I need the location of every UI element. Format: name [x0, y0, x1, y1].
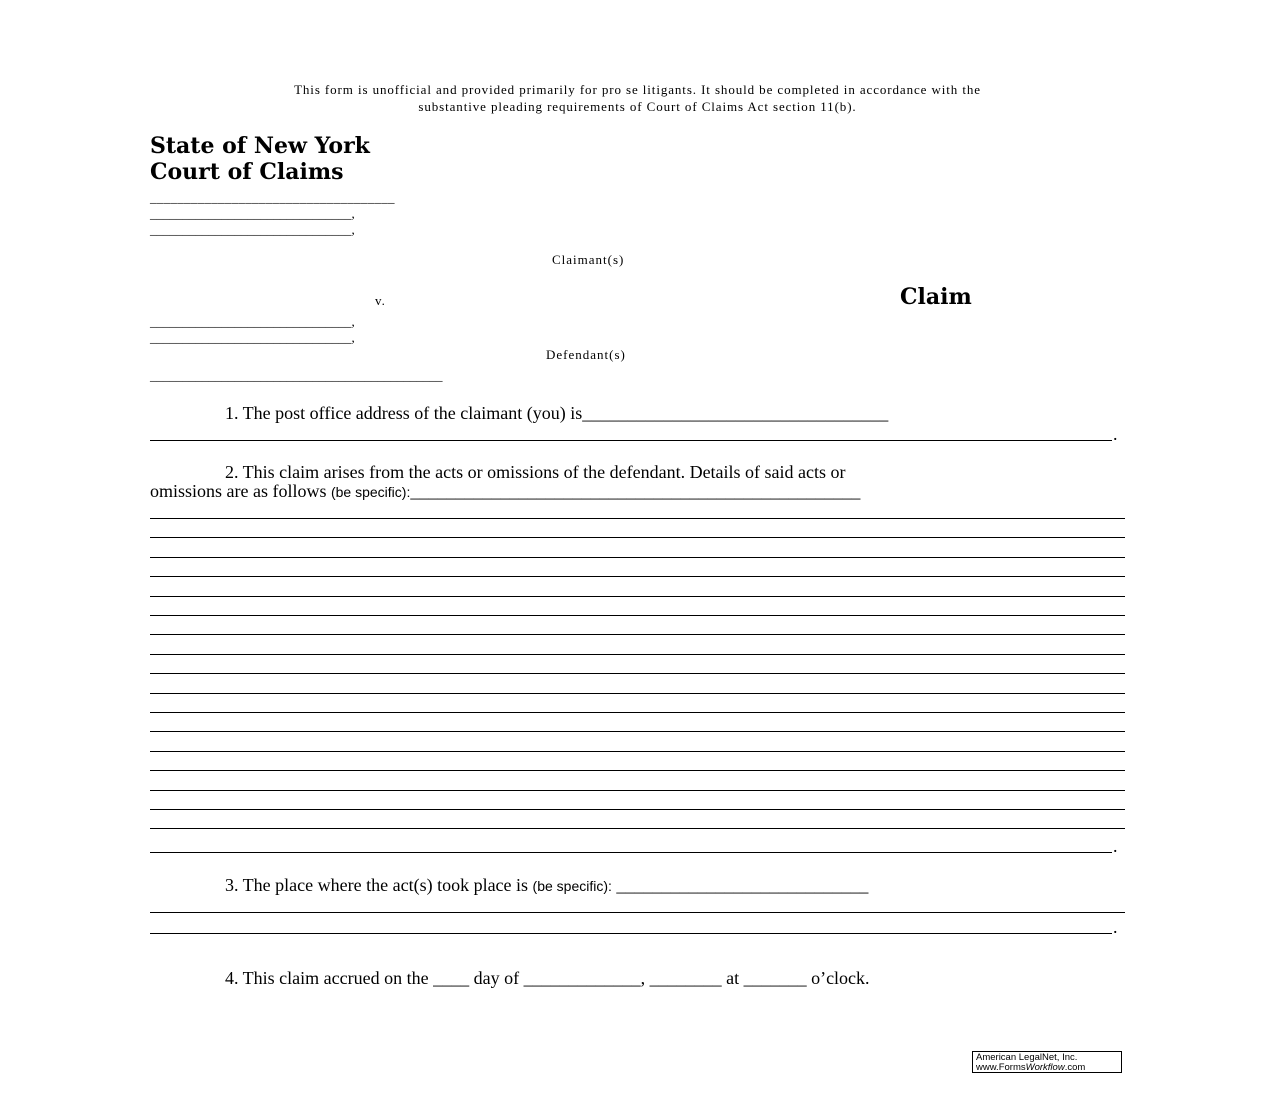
disclaimer [150, 81, 1125, 115]
claimant-label: Claimant(s) [552, 252, 625, 267]
paragraph-1 [150, 403, 1200, 423]
paragraph-2-text: omissions are as follows [150, 481, 327, 501]
line-period: . [1113, 917, 1118, 937]
details-line[interactable] [150, 576, 1125, 577]
paragraph-2-line-1: 2. This claim arises from the acts or omissions of the defendant. Details of said acts or [225, 462, 846, 482]
details-line[interactable] [150, 751, 1125, 752]
claimant-address-blank[interactable]: __________________________________ [582, 403, 889, 423]
place-blank[interactable]: ____________________________ [616, 875, 869, 895]
defendant-name-blank[interactable]: _______________________________, [150, 330, 355, 345]
details-line[interactable] [150, 673, 1125, 674]
paragraph-3 [150, 875, 1200, 896]
details-line[interactable] [150, 615, 1125, 616]
court-state-heading: State of New York [150, 133, 370, 159]
place-line[interactable] [150, 933, 1112, 934]
line-period: . [1113, 836, 1118, 856]
be-specific-note: (be specific): [532, 878, 612, 894]
defendant-label: Defendant(s) [546, 347, 626, 362]
document-title: Claim [900, 284, 972, 310]
line-period: . [1113, 424, 1118, 444]
disclaimer-line-1: This form is unofficial and provided primarily for pro se litigants. It should be completed in accordance with the [294, 82, 981, 97]
paragraph-2-line-2 [150, 481, 1125, 502]
details-line[interactable] [150, 518, 1125, 519]
details-line[interactable] [150, 537, 1125, 538]
details-line[interactable] [150, 712, 1125, 713]
index-number-blank[interactable]: _____________________________________________ [150, 368, 443, 383]
paragraph-3-text: 3. The place where the act(s) took place is [225, 875, 529, 895]
details-line[interactable] [150, 731, 1125, 732]
details-blank[interactable]: __________________________________________________ [410, 481, 861, 501]
publisher-footer [972, 1051, 1122, 1073]
disclaimer-line-2: substantive pleading requirements of Court of Claims Act section 11(b). [418, 99, 857, 114]
details-line[interactable] [150, 770, 1125, 771]
claimant-name-blank[interactable]: ____________________________________ [150, 190, 395, 205]
details-line[interactable] [150, 557, 1125, 558]
details-line[interactable] [150, 790, 1125, 791]
defendant-name-blank[interactable]: _______________________________, [150, 314, 355, 329]
versus-label: v. [375, 293, 386, 308]
publisher-url: www.FormsWorkflow.com [976, 1062, 1086, 1073]
be-specific-note: (be specific): [330, 484, 411, 500]
details-line[interactable] [150, 828, 1125, 829]
publisher-name: American LegalNet, Inc. [976, 1052, 1078, 1063]
details-line[interactable] [150, 634, 1125, 635]
claimant-name-blank[interactable]: _______________________________, [150, 206, 355, 221]
claimant-name-blank[interactable]: _______________________________, [150, 222, 355, 237]
paragraph-1-text: 1. The post office address of the claimant (you) is [225, 403, 583, 423]
details-line[interactable] [150, 809, 1125, 810]
paragraph-4[interactable]: 4. This claim accrued on the ____ day of _____________, ________ at _______ o’clock. [225, 968, 870, 988]
details-line[interactable] [150, 596, 1125, 597]
place-line[interactable] [150, 912, 1125, 913]
details-line[interactable] [150, 693, 1125, 694]
details-line[interactable] [150, 852, 1112, 853]
details-line[interactable] [150, 654, 1125, 655]
claimant-address-line[interactable] [150, 440, 1112, 441]
court-name-heading: Court of Claims [150, 159, 344, 185]
